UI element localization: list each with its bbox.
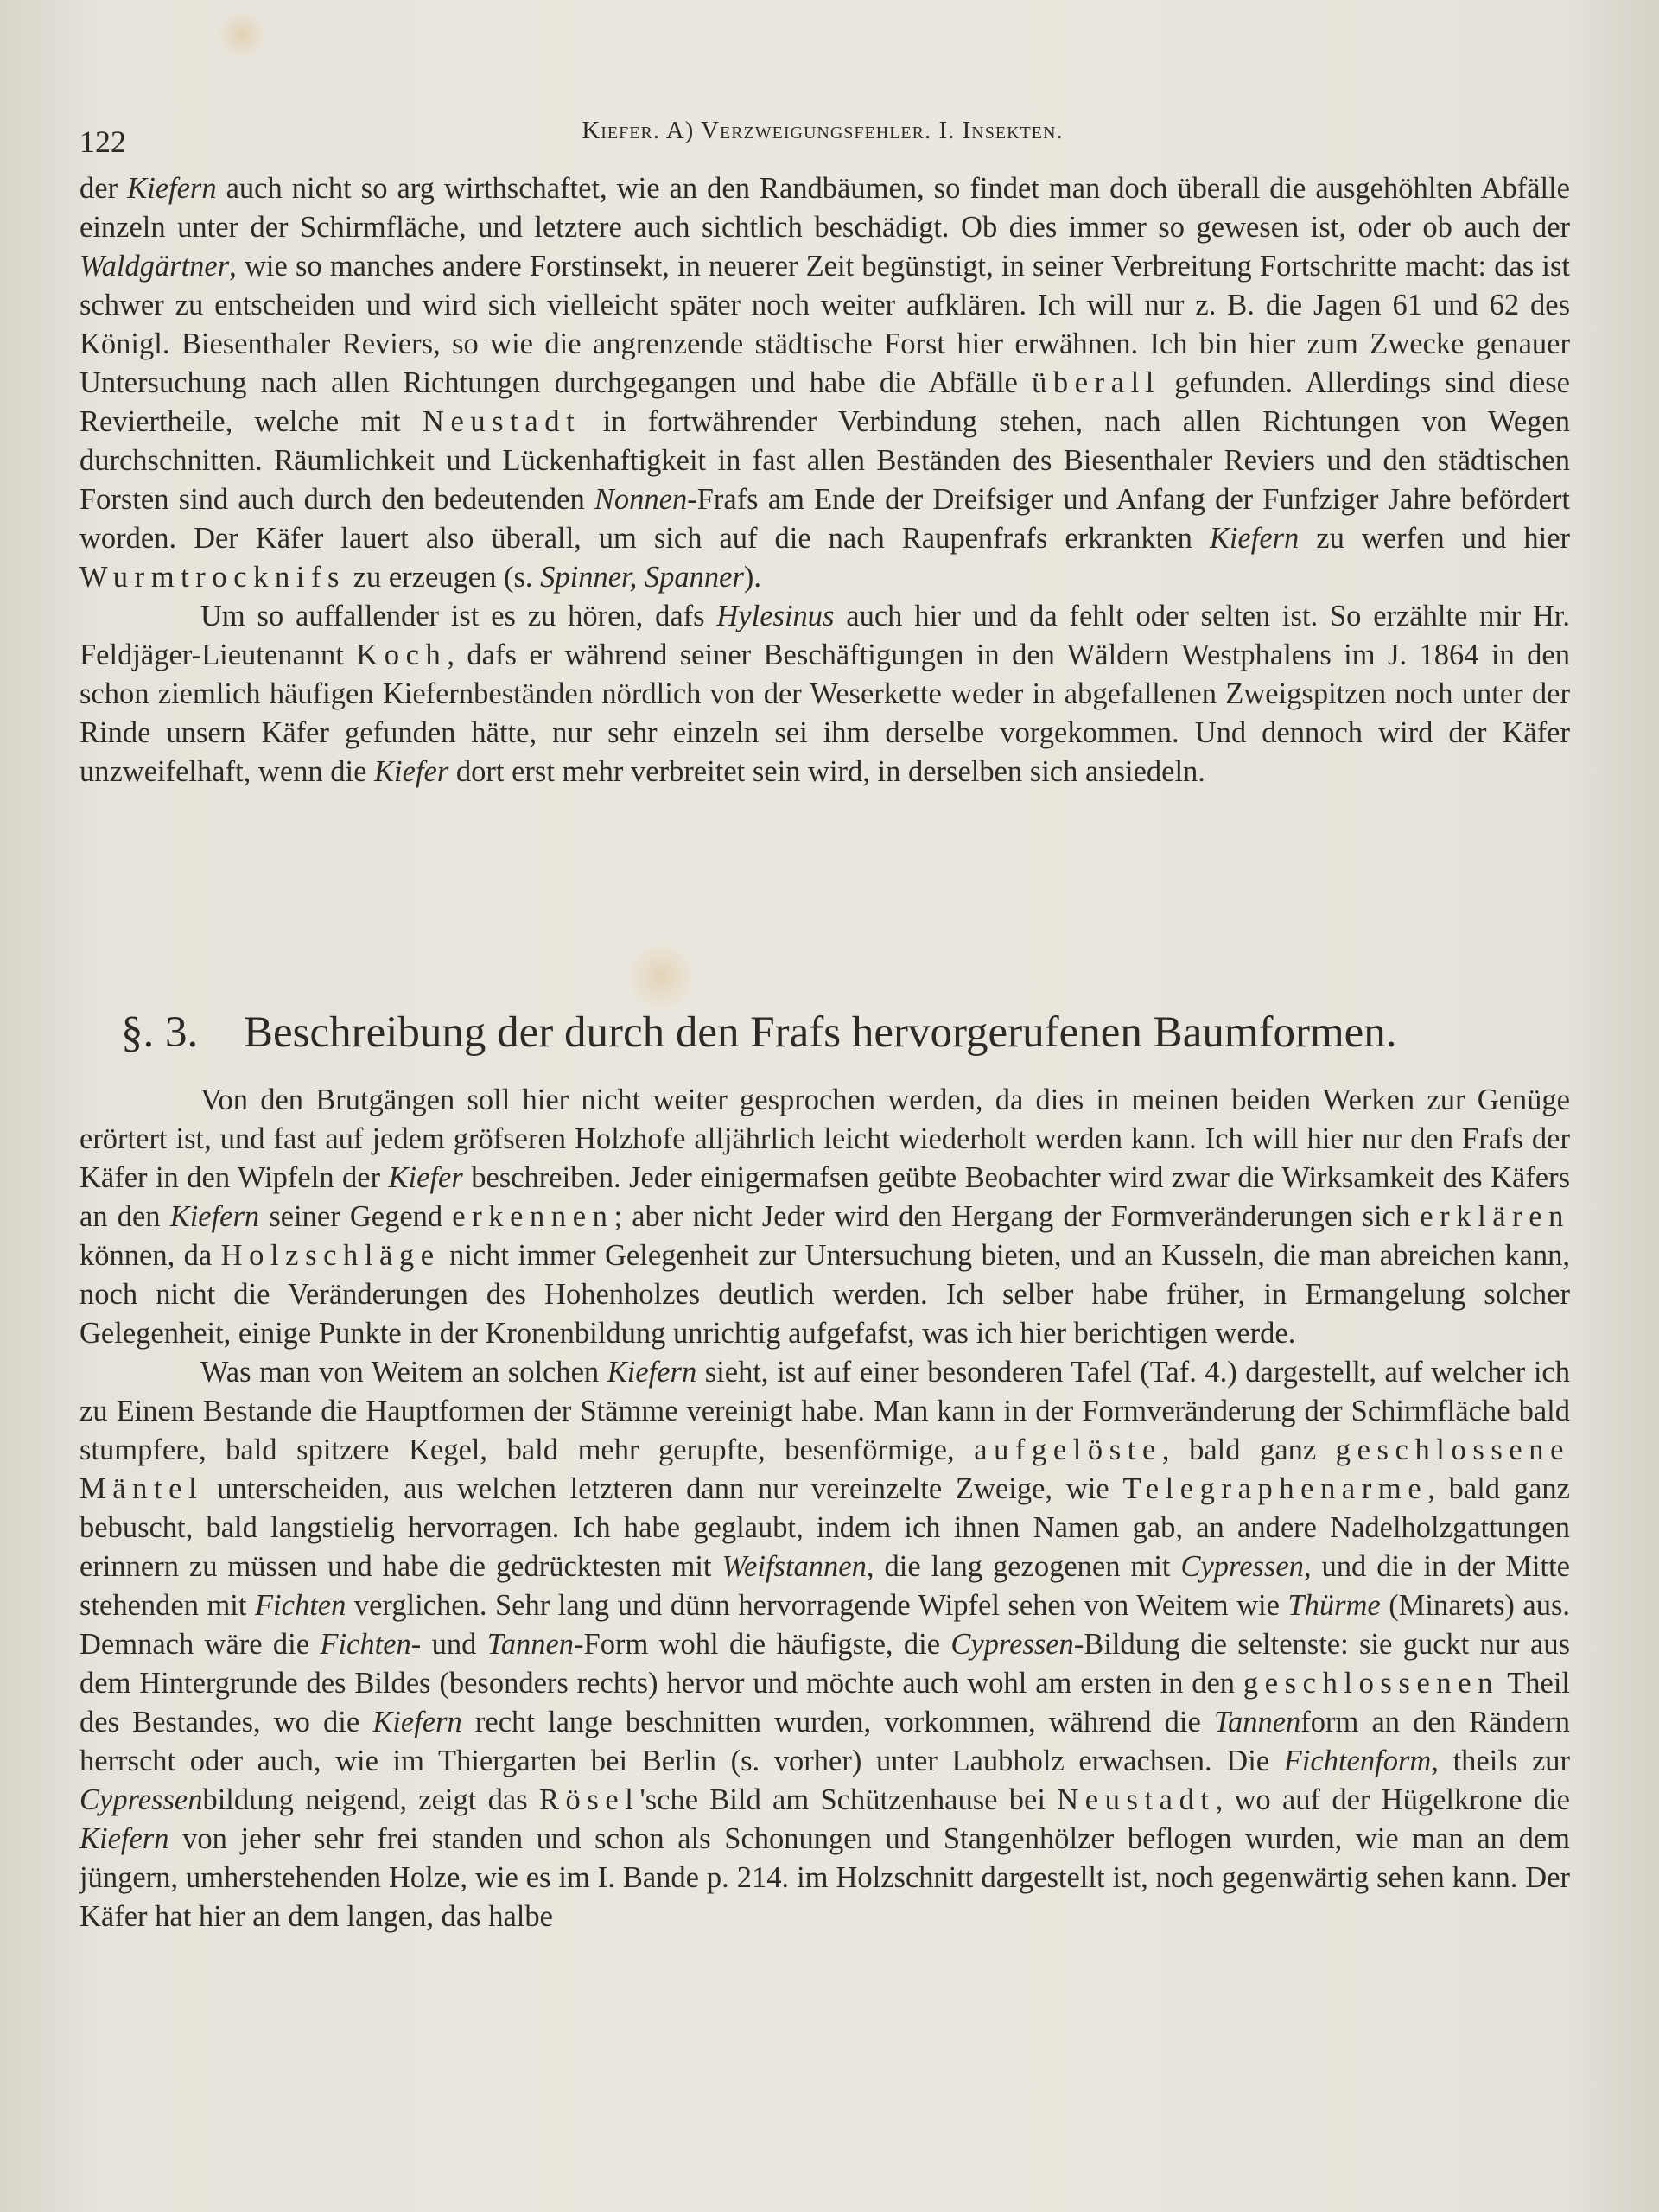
text-run: , theils zur [1431,1745,1571,1777]
text-run: Theil des Bestandes, wo die [79,1667,1571,1738]
page-number: 122 [79,124,126,159]
text-run: , bald ganz bebuscht, bald langstielig hervorragen. Ich habe geglaubt, indem ich ihnen Namen gab, an andere Nadelholzgattungen erinnern zu müssen und habe die gedrücktesten mit [79,1472,1570,1583]
text-run: beschreiben. Jeder einigermafsen geübte Beobachter wird zwar die Wirksamkeit des Käfers an den [79,1161,1570,1233]
text-run: unterscheiden, aus welchen letzteren dann nur vereinzelte Zweige, wie [203,1472,1123,1505]
emphasis-spaced: erkennen [452,1200,614,1233]
emphasis-italic: Cypressen [79,1783,203,1816]
emphasis-italic: Kiefern [1209,522,1300,555]
text-run: (Minarets) aus. Demnach wäre die [79,1589,1570,1661]
text-run: gefunden. Allerdings sind diese Reviertheile, welche mit [79,366,1570,438]
emphasis-italic: Tannen [1213,1706,1301,1738]
text-run: seiner Gegend [259,1200,453,1233]
text-run: sieht, ist auf einer besonderen Tafel (Taf. 4.) dargestellt, auf welcher ich zu Einem Bestande die Hauptformen der Stämme vereinigt habe. Man kann in der Formveränderung der Schirmfläche bald stumpfere, bald spitzere Kegel, bald mehr gerupfte, besenförmige, [79,1356,1570,1466]
text-run: -Bildung die seltenste: sie guckt nur aus dem Hintergrunde des Bildes (besonders rechts) hervor und möchte auch wohl am ersten in den [79,1628,1570,1700]
emphasis-spaced: aufgelöste [974,1433,1162,1466]
emphasis-spaced: Koch [356,639,448,671]
text-run: können, da [79,1239,221,1272]
text-run: , und die in der Mitte stehenden mit [79,1550,1570,1622]
emphasis-italic: Weifstannen [721,1550,867,1583]
text-run: , die lang gezogenen mit [866,1550,1181,1583]
text-run: , dafs er während seiner Beschäftigungen in den Wäldern Westphalens im J. 1864 in den schon ziemlich häufigen Kiefernbeständen nördlich von der Weserkette weder in abgefallenen Zweigspitzen noch unter der Rinde unsern Käfer gefunden hätte, nur sehr einzeln sei ihm derselbe vorgekommen. Und dennoch wird der Käfer unzweifelhaft, wenn die [79,639,1570,788]
text-run: in fortwährender Verbindung stehen, nach allen Richtungen von Wegen durchschnitten. Räumlichkeit und Lückenhaftigkeit in fast allen Beständen des Biesenthaler Reviers und den städtischen Forsten sind auch durch den bedeutenden [79,405,1570,516]
text-run: Was man von Weitem an solchen [200,1356,607,1389]
section-title: Beschreibung der durch den Frafs hervorgerufenen Baumformen. [244,1008,1397,1057]
text-run: form an den Rändern herrscht oder auch, wie im Thiergarten bei Berlin (s. vorher) unter Laubholz erwachsen. Die [79,1706,1570,1777]
section-heading [121,1007,1573,1058]
text-run: von jeher sehr frei standen und schon als Schonungen und Stangenhölzer beflogen wurden, wie man an dem jüngern, umherstehenden Holze, wie es im I. Bande p. 214. im Holzschnitt dargestellt ist, noch gegenwärtig sehen kann. Der Käfer hat hier an dem langen, das halbe [79,1822,1570,1933]
text-run: Um so auffallender ist es zu hören, dafs [200,600,717,632]
text-run: verglichen. Sehr lang und dünn hervorragende Wipfel sehen von Weitem wie [346,1589,1288,1622]
emphasis-spaced: erklären [1420,1200,1570,1233]
emphasis-italic: Thürme [1287,1589,1381,1622]
text-run: recht lange beschnitten wurden, vorkommen, während die [461,1706,1214,1738]
text-run: , wie so manches andere Forstinsekt, in neuerer Zeit begünstigt, in seiner Verbreitung Fortschritte macht: das ist schwer zu entscheiden und wird sich vielleicht später noch weiter aufklären. Ich will nur z. B. die Jagen 61 und 62 des Königl. Biesenthaler Reviers, so wie die angrenzende städtische Forst hier erwähnen. Ich bin hier zum Zwecke genauer Untersuchung nach allen Richtungen durchgegangen und habe die Abfälle [79,250,1570,399]
emphasis-italic: Kiefern [372,1706,462,1738]
text-run: Von den Brutgängen soll hier nicht weiter gesprochen werden, da dies in meinen beiden Werken zur Genüge erörtert ist, und fast auf jedem gröfseren Holzhofe alljährlich leicht wiederholt werden kann. Ich will hier nur den Frafs der Käfer in den Wipfeln der [79,1084,1570,1194]
emphasis-spaced: Rösel [538,1783,640,1816]
emphasis-italic: Kiefern [169,1200,260,1233]
emphasis-spaced: Wurmtrocknifs [79,561,346,594]
text-run: zu erzeugen (s. [346,561,541,594]
emphasis-spaced: Neustadt [422,405,582,438]
emphasis-italic: Fichtenform [1283,1745,1432,1777]
emphasis-spaced: Telegraphenarme [1122,1472,1428,1505]
emphasis-italic: Nonnen [594,483,688,516]
text-run: , wo auf der Hügelkrone die [1215,1783,1570,1816]
emphasis-italic: Cypressen [1180,1550,1304,1583]
text-run: - und [410,1628,487,1661]
text-run: -Frafs am Ende der Dreifsiger und Anfang der Funfziger Jahre befördert worden. Der Käfer lauert also überall, um sich auf die nach Raupenfrafs erkrankten [79,483,1570,555]
running-title: Kiefer. A) Verzweigungsfehler. I. Insekten. [582,117,1064,144]
paragraph [79,1353,1570,1936]
emphasis-italic: Kiefern [607,1356,697,1389]
emphasis-italic: Fichten [254,1589,346,1622]
emphasis-spaced: geschlossene Mäntel [79,1433,1570,1505]
emphasis-italic: Fichten [320,1628,411,1661]
text-run: der [79,172,128,205]
emphasis-italic: Kiefern [79,1822,169,1855]
emphasis-italic: Kiefern [127,172,217,205]
emphasis-italic: Cypressen [950,1628,1074,1661]
text-block-top [79,169,1570,791]
text-run: nicht immer Gelegenheit zur Untersuchung bieten, und an Kusseln, die man abreichen kann, noch nicht die Veränderungen des Hohenholzes deutlich werden. Ich selber habe früher, in Ermangelung solcher Gelegenheit, einige Punkte in der Kronenbildung unrichtig aufgefafst, was ich hier berichtigen werde. [79,1239,1570,1350]
text-run: -Form wohl die häufigste, die [574,1628,951,1661]
text-run: dort erst mehr verbreitet sein wird, in derselben sich ansiedeln. [448,755,1205,788]
text-run: bildung neigend, zeigt das [202,1783,539,1816]
section-number: §. 3. [121,1008,199,1057]
text-run: zu werfen und hier [1299,522,1571,555]
emphasis-spaced: Neustadt [1057,1783,1216,1816]
emphasis-italic: Waldgärtner [79,250,230,283]
emphasis-italic: Hylesinus [716,600,835,632]
text-run: , bald ganz [1161,1433,1336,1466]
text-run: 'sche Bild am Schützenhause bei [639,1783,1058,1816]
text-run: ). [743,561,762,594]
text-run: ; aber nicht Jeder wird den Hergang der Formveränderungen sich [613,1200,1421,1233]
emphasis-italic: Kiefer [374,755,449,788]
emphasis-spaced: geschlossenen [1243,1667,1499,1700]
emphasis-italic: Tannen [486,1628,575,1661]
text-run: auch hier und da fehlt oder selten ist. So erzählte mir Hr. Feldjäger-Lieutenannt [79,600,1570,671]
running-head [79,117,1566,160]
text-block-section [79,1081,1570,1936]
emphasis-italic: Spinner, Spanner [540,561,744,594]
paragraph [79,597,1570,791]
paragraph [79,169,1570,597]
paragraph [79,1081,1570,1353]
text-run: auch nicht so arg wirthschaftet, wie an den Randbäumen, so findet man doch überall die ausgehöhlten Abfälle einzeln unter der Schirmfläche, und letztere auch sichtlich beschädigt. Ob dies immer so gewesen ist, oder ob auch der [79,172,1570,244]
emphasis-italic: Kiefer [388,1161,463,1194]
emphasis-spaced: überall [1032,366,1160,399]
emphasis-spaced: Holzschläge [220,1239,441,1272]
